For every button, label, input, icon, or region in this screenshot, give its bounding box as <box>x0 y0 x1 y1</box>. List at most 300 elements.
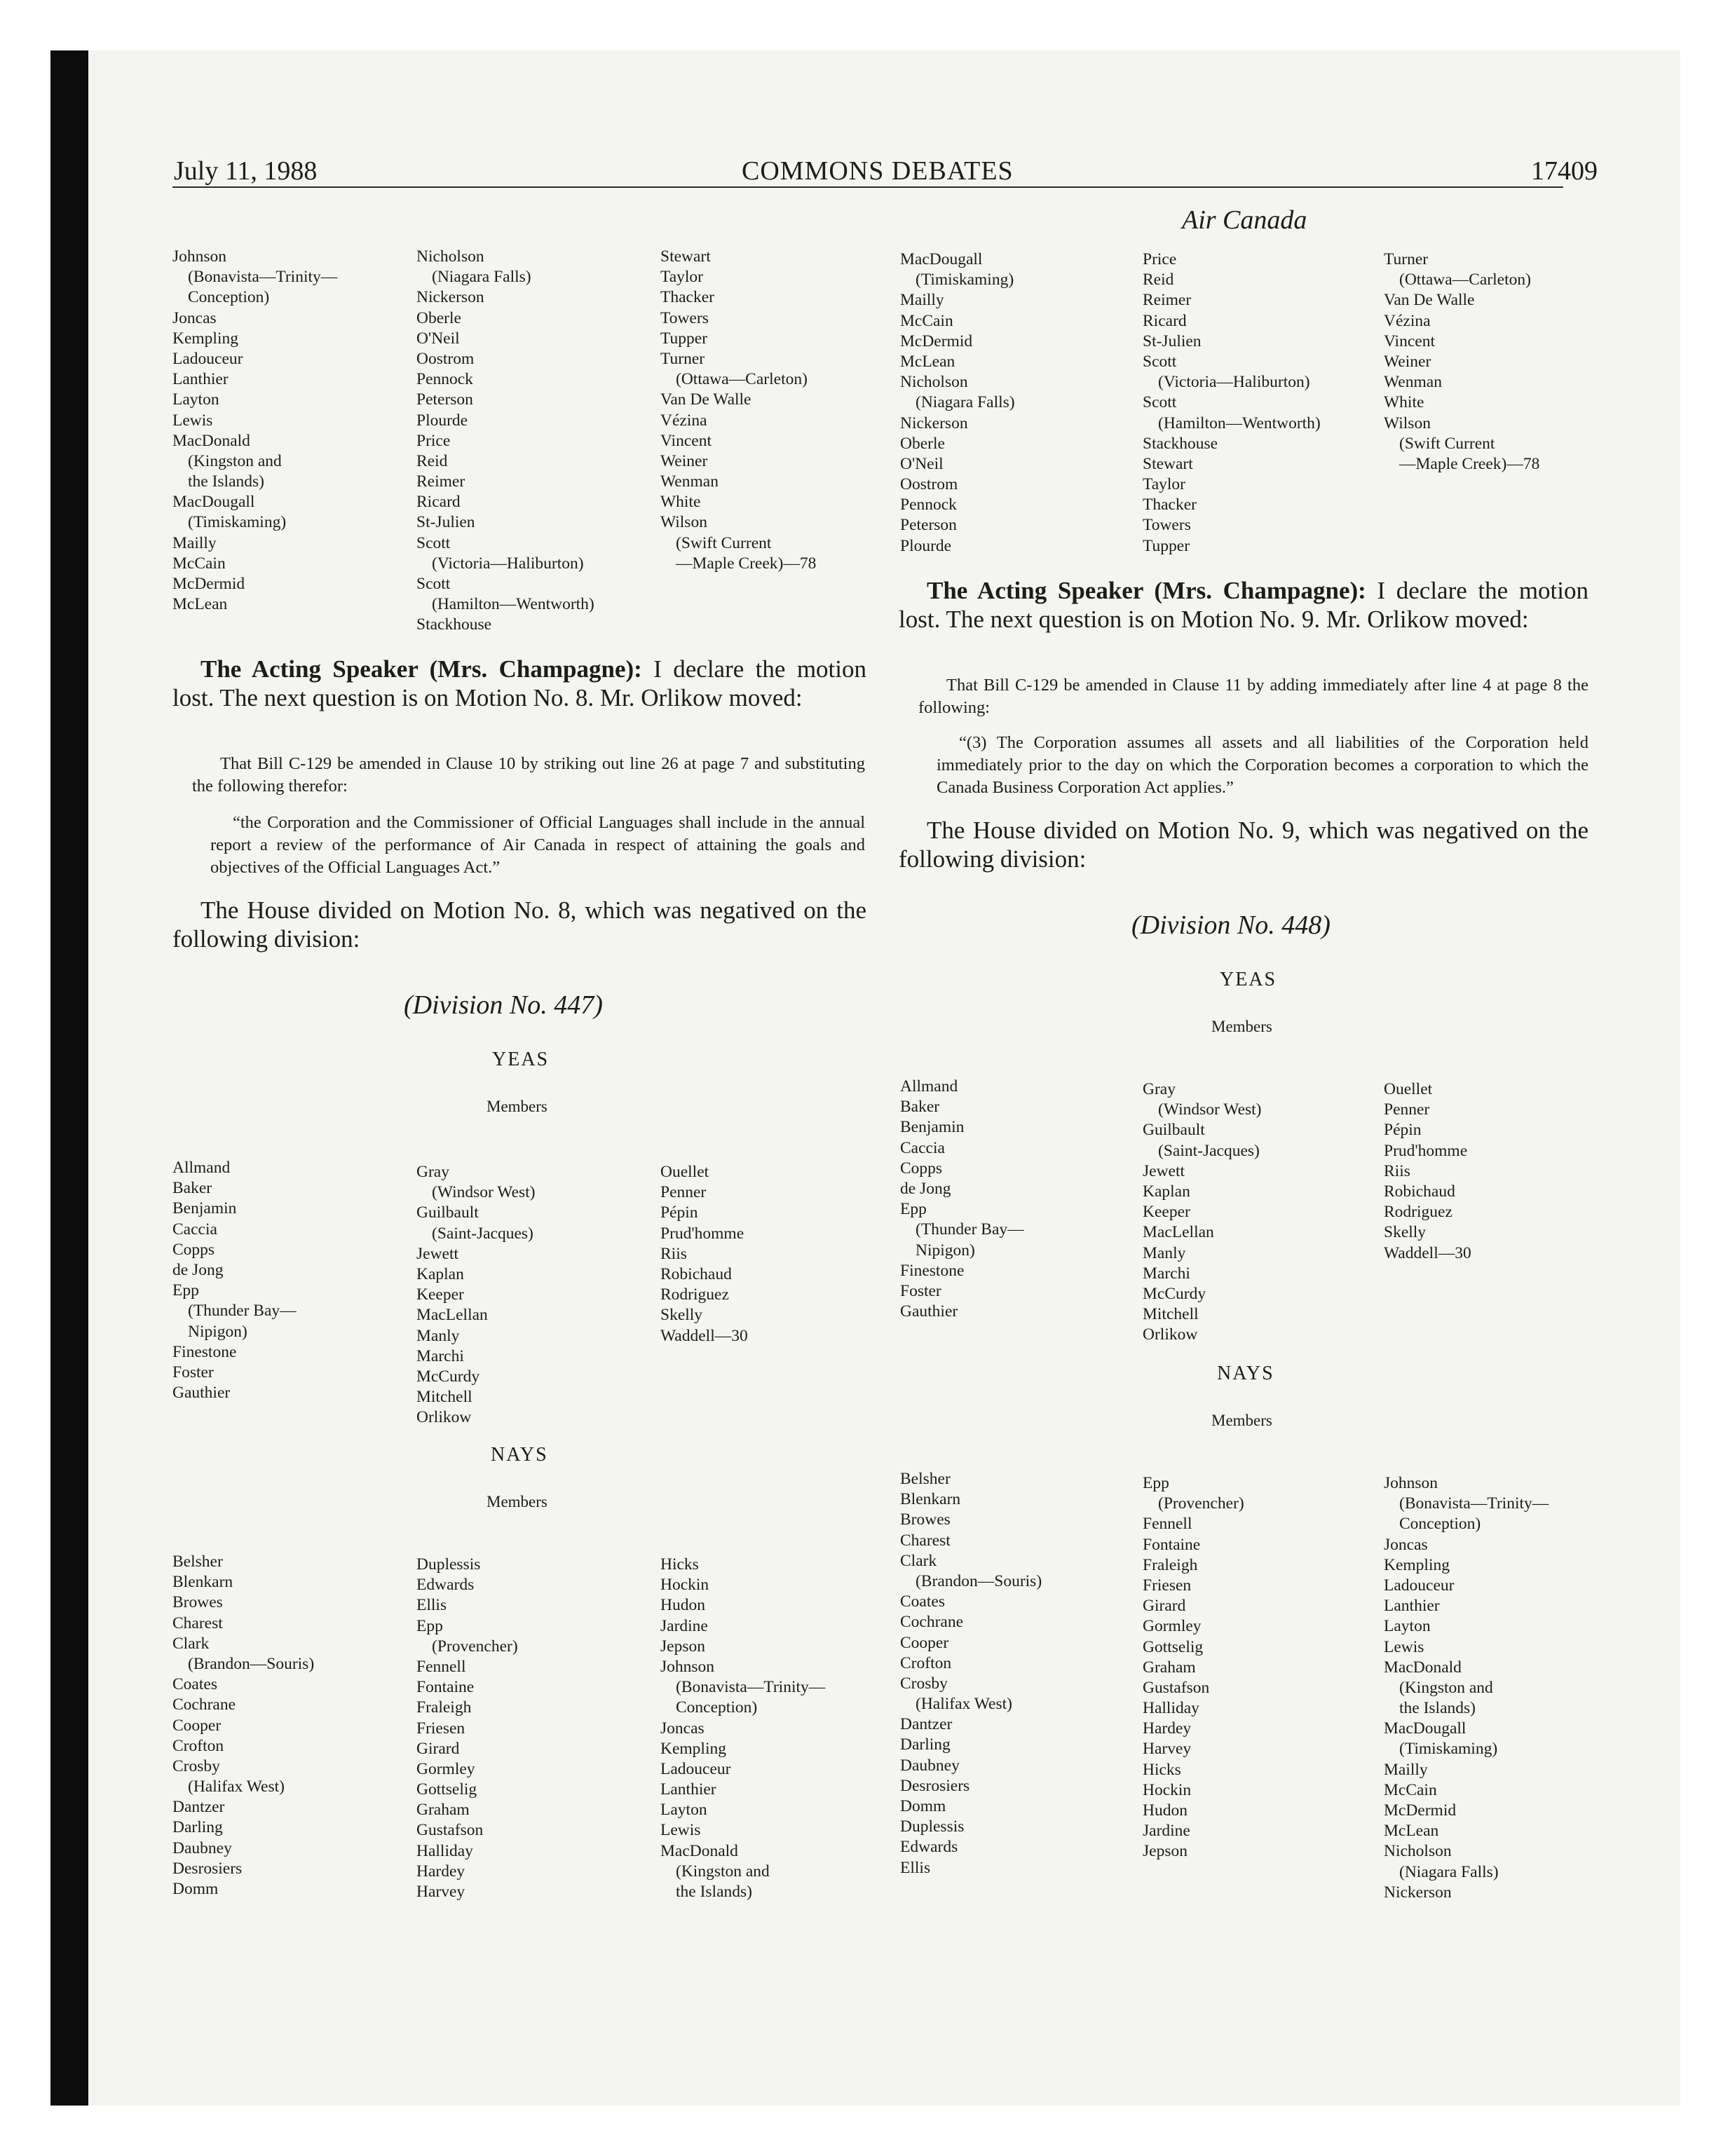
member-name: Ladouceur <box>172 349 243 368</box>
member-name: Benjamin <box>900 1118 965 1137</box>
member-name: Thacker <box>1143 496 1197 514</box>
member-name: O'Neil <box>900 454 944 473</box>
member-name: Plourde <box>900 536 952 555</box>
member-name: Rodriguez <box>1384 1203 1452 1222</box>
left-yeas-col3 <box>660 1162 748 1346</box>
member-name: Gottselig <box>1143 1637 1204 1656</box>
member-name: Fennell <box>1143 1515 1192 1534</box>
member-name: Nicholson <box>416 247 484 266</box>
left-carryover-col1 <box>172 247 337 615</box>
member-name: St-Julien <box>416 513 475 532</box>
member-name: Reid <box>1143 271 1174 289</box>
member-name: Manly <box>1143 1243 1186 1262</box>
member-name: McLean <box>1384 1822 1439 1841</box>
left-nays-col2 <box>416 1555 518 1902</box>
member-name: Mailly <box>900 291 944 310</box>
member-name: Oostrom <box>900 475 958 494</box>
member-name: Duplessis <box>416 1555 481 1574</box>
member-name: Lanthier <box>172 370 229 389</box>
member-name: Darling <box>172 1818 223 1837</box>
member-name: Nicholson <box>900 373 968 392</box>
member-name: Copps <box>172 1240 215 1259</box>
member-name: White <box>660 493 701 512</box>
member-name: MacDougall <box>172 493 255 512</box>
member-name: Stewart <box>1143 454 1193 473</box>
member-name: (Windsor West) <box>1158 1100 1262 1119</box>
member-name: Layton <box>660 1801 707 1820</box>
member-name: Gray <box>1143 1080 1176 1098</box>
member-name: Kempling <box>660 1739 726 1758</box>
member-name: Ricard <box>1143 311 1187 330</box>
left-speaker-text: I declare the motion lost. The next question is on Motion No. 8. Mr. Orlikow moved: <box>172 655 866 711</box>
member-name: Guilbault <box>416 1203 479 1222</box>
member-name: Ouellet <box>660 1163 709 1181</box>
member-name: Riis <box>660 1244 687 1263</box>
member-name: Baker <box>172 1179 212 1198</box>
member-name: Lewis <box>660 1821 701 1840</box>
right-quote-text: “(3) The Corporation assumes all assets and all liabilities of the Corporation held immediately prior to the day on which the Corporation becomes a corporation to which the Canada Business Corporation Act applies.” <box>937 733 1588 797</box>
member-name: Reimer <box>1143 291 1192 310</box>
member-name: Wenman <box>660 472 719 491</box>
member-name: Charest <box>900 1531 951 1550</box>
member-name: Nickerson <box>416 288 484 307</box>
member-name: Graham <box>1143 1658 1196 1677</box>
right-division-number: (Division No. 448) <box>1131 910 1331 940</box>
member-name: Pépin <box>1384 1121 1422 1140</box>
member-name: Daubney <box>900 1756 960 1775</box>
member-name: Weiner <box>1384 352 1431 371</box>
member-name: Waddell—30 <box>1384 1243 1471 1262</box>
member-name: Cooper <box>900 1633 949 1652</box>
right-house-divided: The House divided on Motion No. 9, which was negatived on the following division: <box>899 817 1588 873</box>
member-name: White <box>1384 393 1424 412</box>
member-name: Joncas <box>1384 1535 1428 1554</box>
member-name: Hardey <box>1143 1719 1192 1738</box>
member-name: Epp <box>1143 1474 1169 1492</box>
member-name: Peterson <box>900 516 957 535</box>
member-name: Browes <box>172 1593 223 1612</box>
member-name: Keeper <box>1143 1203 1190 1222</box>
member-name: Lanthier <box>1384 1597 1440 1616</box>
left-yeas-col1 <box>172 1158 297 1403</box>
header-rule <box>172 186 1563 188</box>
member-name: Layton <box>172 390 219 409</box>
right-carryover-col2 <box>1143 250 1321 557</box>
member-name: (Ottawa—Carleton) <box>1399 271 1531 289</box>
member-name: (Swift Current <box>1399 434 1495 453</box>
member-name: Pépin <box>660 1203 698 1222</box>
member-name: Halliday <box>416 1841 473 1860</box>
left-yeas-members: Members <box>487 1098 547 1115</box>
member-name: (Niagara Falls) <box>1399 1862 1499 1881</box>
member-name: Epp <box>416 1616 443 1635</box>
member-name: Cooper <box>172 1716 222 1735</box>
member-name: Wilson <box>660 513 707 532</box>
member-name: (Provencher) <box>1158 1494 1244 1513</box>
member-name: Keeper <box>416 1285 464 1304</box>
member-name: Hardey <box>416 1862 465 1881</box>
member-name: Hicks <box>660 1555 699 1574</box>
member-name: Darling <box>900 1735 951 1754</box>
member-name: Ellis <box>900 1858 931 1877</box>
member-name: Hudon <box>660 1596 705 1615</box>
member-name: MacDonald <box>1384 1658 1462 1677</box>
member-name: Foster <box>900 1281 941 1300</box>
member-name: Joncas <box>660 1719 705 1738</box>
member-name: Desrosiers <box>900 1776 970 1795</box>
member-name: Dantzer <box>900 1715 953 1734</box>
left-nays-label: NAYS <box>491 1444 548 1466</box>
left-motion-text: That Bill C-129 be amended in Clause 10 by striking out line 26 at page 7 and substituting the following therefor: <box>192 754 865 796</box>
member-name: Belsher <box>172 1553 223 1571</box>
left-house-divided: The House divided on Motion No. 8, which was negatived on the following division: <box>172 896 866 953</box>
member-name: O'Neil <box>416 329 460 348</box>
member-name: Ouellet <box>1384 1080 1433 1098</box>
member-name: Jardine <box>660 1616 708 1635</box>
header-title: COMMONS DEBATES <box>742 156 1014 186</box>
right-motion-text: That Bill C-129 be amended in Clause 11 by adding immediately after line 4 at page 8 the following: <box>918 676 1588 717</box>
left-carryover-col3 <box>660 247 816 574</box>
member-name: Crofton <box>900 1653 952 1672</box>
member-name: Gustafson <box>416 1821 484 1840</box>
member-name: (Hamilton—Wentworth) <box>1158 414 1321 432</box>
member-name: Reid <box>416 451 448 470</box>
member-name: Caccia <box>172 1220 217 1239</box>
member-name: Marchi <box>416 1346 464 1365</box>
member-name: Finestone <box>172 1342 237 1361</box>
member-name: Mitchell <box>1143 1305 1199 1324</box>
member-name: Fontaine <box>1143 1535 1201 1554</box>
member-name: Harvey <box>1143 1740 1192 1759</box>
member-name: (Swift Current <box>676 533 772 552</box>
member-name: (Saint-Jacques) <box>1158 1141 1260 1160</box>
right-nays-col2 <box>1143 1473 1244 1862</box>
member-name: Desrosiers <box>172 1859 243 1878</box>
member-name: Dantzer <box>172 1798 225 1817</box>
member-name: Kaplan <box>416 1264 464 1283</box>
header-date: July 11, 1988 <box>174 156 318 186</box>
member-name: Kaplan <box>1143 1182 1190 1201</box>
member-name: Halliday <box>1143 1699 1199 1718</box>
member-name: Edwards <box>416 1576 475 1595</box>
binding-edge <box>50 50 88 2106</box>
member-name: Gauthier <box>172 1384 231 1403</box>
member-name: Gormley <box>1143 1617 1202 1636</box>
member-name: Fraleigh <box>1143 1555 1198 1574</box>
member-name: Marchi <box>1143 1264 1190 1283</box>
member-name: MacLellan <box>1143 1223 1214 1242</box>
member-name: Lewis <box>1384 1637 1424 1656</box>
member-name: Crofton <box>172 1736 224 1755</box>
member-name: McDermid <box>1384 1801 1457 1820</box>
member-name: Girard <box>416 1739 460 1758</box>
member-name: (Niagara Falls) <box>916 393 1015 412</box>
left-nays-col3 <box>660 1555 825 1902</box>
member-name: Jewett <box>416 1244 459 1263</box>
right-section-title: Air Canada <box>1182 205 1307 235</box>
member-name: (Timiskaming) <box>1399 1740 1498 1759</box>
member-name: —Maple Creek)—78 <box>1399 454 1540 473</box>
member-name: Mailly <box>172 533 217 552</box>
member-name: Friesen <box>1143 1576 1192 1595</box>
member-name: Pennock <box>900 496 957 514</box>
member-name: Vézina <box>1384 311 1431 330</box>
member-name: (Saint-Jacques) <box>432 1224 533 1243</box>
member-name: MacDougall <box>900 250 983 268</box>
member-name: (Timiskaming) <box>916 271 1014 289</box>
member-name: (Niagara Falls) <box>432 268 531 287</box>
member-name: Belsher <box>900 1470 951 1488</box>
member-name: (Bonavista—Trinity— <box>1399 1494 1549 1513</box>
member-name: Harvey <box>416 1883 465 1901</box>
member-name: Weiner <box>660 451 708 470</box>
member-name: de Jong <box>172 1260 224 1279</box>
member-name: Clark <box>172 1634 210 1653</box>
member-name: Conception) <box>188 288 270 307</box>
member-name: Robichaud <box>1384 1182 1455 1201</box>
member-name: Scott <box>1143 393 1177 412</box>
member-name: Manly <box>416 1326 460 1345</box>
member-name: Benjamin <box>172 1199 237 1218</box>
member-name: Conception) <box>1399 1515 1481 1534</box>
member-name: Cochrane <box>172 1696 236 1714</box>
member-name: Tupper <box>660 329 708 348</box>
member-name: Caccia <box>900 1138 945 1157</box>
member-name: Edwards <box>900 1838 958 1857</box>
member-name: Turner <box>660 349 705 368</box>
member-name: Riis <box>1384 1161 1410 1180</box>
member-name: Allmand <box>900 1077 958 1096</box>
member-name: Robichaud <box>660 1264 732 1283</box>
member-name: Scott <box>1143 352 1177 371</box>
member-name: MacDonald <box>660 1841 738 1860</box>
member-name: St-Julien <box>1143 332 1202 350</box>
member-name: McCurdy <box>1143 1284 1206 1303</box>
member-name: Towers <box>1143 516 1191 535</box>
member-name: Orlikow <box>416 1408 472 1427</box>
member-name: Lewis <box>172 411 213 430</box>
member-name: Browes <box>900 1510 951 1529</box>
left-nays-members: Members <box>487 1493 547 1510</box>
member-name: Joncas <box>172 308 217 327</box>
member-name: Finestone <box>900 1261 965 1280</box>
member-name: (Kingston and <box>1399 1678 1493 1697</box>
member-name: Vincent <box>1384 332 1435 350</box>
member-name: Clark <box>900 1551 937 1570</box>
member-name: Guilbault <box>1143 1121 1205 1140</box>
member-name: Gustafson <box>1143 1678 1210 1697</box>
member-name: Orlikow <box>1143 1325 1198 1344</box>
member-name: Pennock <box>416 370 473 389</box>
member-name: Stackhouse <box>1143 434 1218 453</box>
member-name: Taylor <box>1143 475 1185 494</box>
member-name: the Islands) <box>1399 1699 1476 1718</box>
member-name: Penner <box>660 1183 707 1202</box>
member-name: Nipigon) <box>916 1241 975 1260</box>
member-name: McDermid <box>900 332 973 350</box>
member-name: Foster <box>172 1363 214 1381</box>
left-quote-text: “the Corporation and the Commissioner of Official Languages shall include in the annual report a review of the performance of Air Canada in respect of attaining the goals and objectives of the Official Languages Act.” <box>210 813 865 877</box>
member-name: Coates <box>900 1592 945 1611</box>
right-yeas-members: Members <box>1211 1018 1272 1035</box>
member-name: Hudon <box>1143 1801 1188 1820</box>
member-name: Penner <box>1384 1100 1430 1119</box>
member-name: Cochrane <box>900 1613 964 1632</box>
member-name: Girard <box>1143 1597 1186 1616</box>
member-name: Coates <box>172 1675 217 1694</box>
member-name: Wilson <box>1384 414 1431 432</box>
member-name: Daubney <box>172 1838 232 1857</box>
member-name: Gormley <box>416 1759 475 1778</box>
right-speaker-paragraph <box>899 576 1588 634</box>
member-name: the Islands) <box>676 1883 752 1901</box>
member-name: Stackhouse <box>416 615 492 634</box>
right-nays-col1 <box>900 1469 1042 1878</box>
member-name: (Kingston and <box>676 1862 770 1881</box>
member-name: (Kingston and <box>188 451 282 470</box>
right-yeas-col3 <box>1384 1079 1471 1264</box>
header-page-number: 17409 <box>1531 156 1598 186</box>
member-name: Skelly <box>660 1306 703 1325</box>
member-name: Jardine <box>1143 1822 1190 1841</box>
member-name: Blenkarn <box>900 1490 961 1509</box>
member-name: McCain <box>900 311 953 330</box>
member-name: (Timiskaming) <box>188 513 287 532</box>
left-yeas-col2 <box>416 1162 536 1428</box>
member-name: Price <box>1143 250 1177 268</box>
member-name: Gray <box>416 1163 449 1181</box>
member-name: McLean <box>172 595 228 614</box>
right-nays-members: Members <box>1211 1412 1272 1429</box>
member-name: Turner <box>1384 250 1429 268</box>
member-name: (Brandon—Souris) <box>916 1571 1042 1590</box>
right-yeas-col1 <box>900 1077 1024 1322</box>
member-name: Ricard <box>416 493 461 512</box>
member-name: Fontaine <box>416 1678 475 1697</box>
member-name: Crosby <box>900 1674 948 1693</box>
right-yeas-label: YEAS <box>1220 969 1277 990</box>
member-name: MacLellan <box>416 1306 488 1325</box>
member-name: Fraleigh <box>416 1698 472 1717</box>
member-name: (Thunder Bay— <box>916 1220 1024 1239</box>
member-name: McCurdy <box>416 1367 480 1386</box>
member-name: Kempling <box>1384 1555 1450 1574</box>
right-nays-label: NAYS <box>1217 1363 1274 1384</box>
member-name: (Hamilton—Wentworth) <box>432 595 594 614</box>
member-name: Jewett <box>1143 1161 1185 1180</box>
right-carryover-col1 <box>900 250 1015 557</box>
right-yeas-col2 <box>1143 1079 1262 1345</box>
member-name: Charest <box>172 1613 223 1632</box>
member-name: Graham <box>416 1801 470 1820</box>
member-name: (Ottawa—Carleton) <box>676 370 808 389</box>
member-name: Conception) <box>676 1698 758 1717</box>
member-name: Mitchell <box>416 1388 472 1407</box>
member-name: Johnson <box>172 247 227 266</box>
member-name: Allmand <box>172 1159 231 1177</box>
member-name: Duplessis <box>900 1817 965 1836</box>
member-name: the Islands) <box>188 472 264 491</box>
member-name: Jepson <box>660 1637 705 1656</box>
member-name: MacDonald <box>172 431 250 450</box>
member-name: —Maple Creek)—78 <box>676 554 817 573</box>
member-name: Nickerson <box>1384 1883 1452 1902</box>
member-name: Rodriguez <box>660 1285 729 1304</box>
member-name: (Windsor West) <box>432 1183 536 1202</box>
left-division-number: (Division No. 447) <box>404 990 603 1020</box>
member-name: Vincent <box>660 431 712 450</box>
member-name: de Jong <box>900 1179 951 1198</box>
member-name: Gottselig <box>416 1780 477 1799</box>
member-name: Thacker <box>660 288 714 307</box>
member-name: Peterson <box>416 390 473 409</box>
member-name: McCain <box>1384 1780 1437 1799</box>
member-name: McCain <box>172 554 226 573</box>
member-name: Van De Walle <box>1384 291 1475 310</box>
member-name: Nipigon) <box>188 1322 247 1341</box>
member-name: Tupper <box>1143 536 1190 555</box>
member-name: Epp <box>900 1200 927 1219</box>
right-speaker-text: I declare the motion lost. The next question is on Motion No. 9. Mr. Orlikow moved: <box>899 577 1588 633</box>
member-name: Ellis <box>416 1596 447 1615</box>
member-name: Plourde <box>416 411 468 430</box>
member-name: Nickerson <box>900 414 968 432</box>
left-speaker-name: The Acting Speaker (Mrs. Champagne): <box>200 655 642 683</box>
member-name: (Provencher) <box>432 1637 518 1656</box>
left-speaker-paragraph <box>172 655 866 712</box>
member-name: Domm <box>900 1797 946 1815</box>
member-name: Lanthier <box>660 1780 716 1799</box>
member-name: Scott <box>416 533 451 552</box>
member-name: Johnson <box>660 1657 715 1676</box>
member-name: Wenman <box>1384 373 1442 392</box>
member-name: Nicholson <box>1384 1842 1452 1861</box>
member-name: (Halifax West) <box>916 1695 1012 1714</box>
member-name: Copps <box>900 1159 943 1178</box>
member-name: Fennell <box>416 1657 466 1676</box>
right-speaker-name: The Acting Speaker (Mrs. Champagne): <box>927 577 1366 604</box>
member-name: (Halifax West) <box>188 1778 285 1796</box>
member-name: Ladouceur <box>1384 1576 1455 1595</box>
member-name: Taylor <box>660 268 703 287</box>
member-name: McDermid <box>172 575 245 593</box>
member-name: Friesen <box>416 1719 465 1738</box>
member-name: Jepson <box>1143 1842 1188 1861</box>
left-carryover-col2 <box>416 247 594 636</box>
member-name: Prud'homme <box>660 1224 744 1243</box>
member-name: Towers <box>660 308 709 327</box>
right-nays-col3 <box>1384 1473 1549 1903</box>
member-name: Gauthier <box>900 1302 958 1321</box>
member-name: Hicks <box>1143 1760 1181 1779</box>
member-name: Layton <box>1384 1617 1431 1636</box>
member-name: Mailly <box>1384 1760 1428 1779</box>
member-name: Domm <box>172 1880 219 1898</box>
member-name: (Victoria—Haliburton) <box>432 554 584 573</box>
member-name: Van De Walle <box>660 390 751 409</box>
member-name: Scott <box>416 575 451 593</box>
member-name: Crosby <box>172 1756 220 1775</box>
member-name: Johnson <box>1384 1474 1438 1492</box>
member-name: Ladouceur <box>660 1759 731 1778</box>
member-name: (Thunder Bay— <box>188 1302 297 1321</box>
member-name: (Bonavista—Trinity— <box>676 1678 826 1697</box>
member-name: Kempling <box>172 329 238 348</box>
member-name: Prud'homme <box>1384 1141 1468 1160</box>
member-name: Epp <box>172 1281 199 1300</box>
member-name: Waddell—30 <box>660 1326 748 1345</box>
member-name: McLean <box>900 352 955 371</box>
